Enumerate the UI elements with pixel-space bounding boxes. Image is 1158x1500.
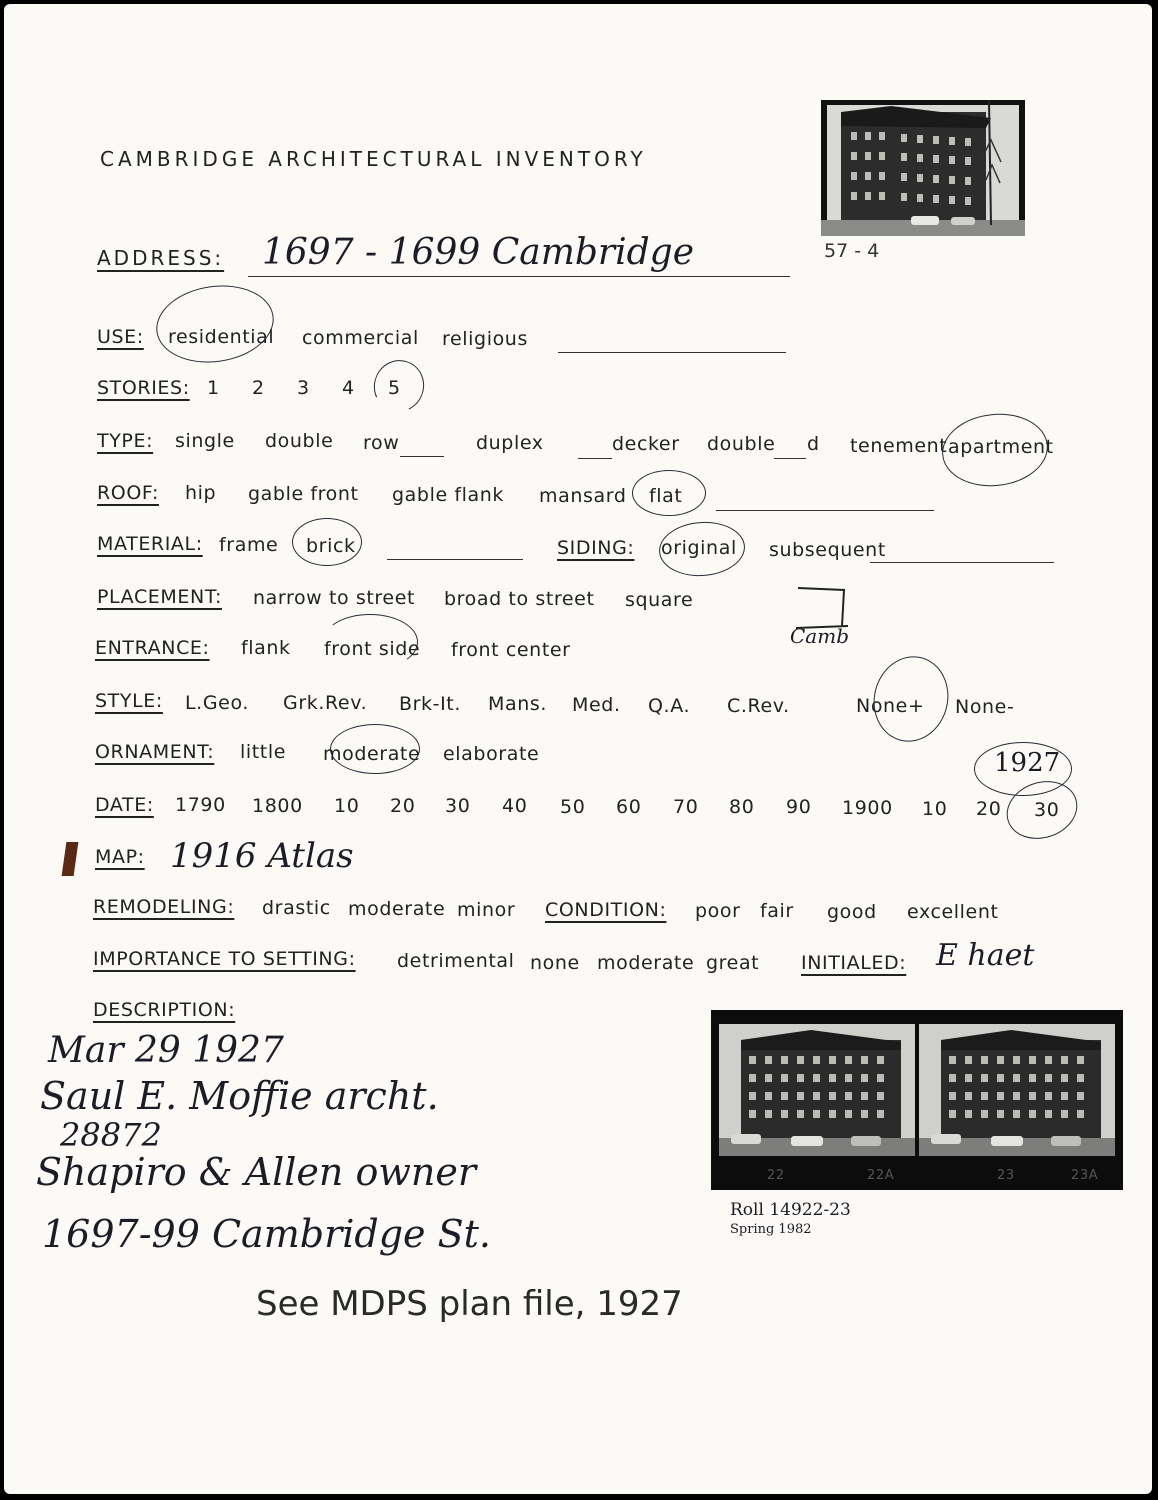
stories-option-5: 5 bbox=[388, 377, 401, 399]
date-option-80: 80 bbox=[729, 796, 755, 818]
ornament-label: ORNAMENT: bbox=[95, 741, 215, 763]
date-option-1800: 1800 bbox=[252, 795, 303, 817]
siding-label: SIDING: bbox=[557, 537, 635, 559]
condition-option-excellent: excellent bbox=[907, 901, 999, 923]
type-selection-circle bbox=[939, 409, 1052, 492]
type-option-double-decker: double bbox=[707, 433, 776, 455]
type-decker-line bbox=[578, 458, 612, 459]
placement-option-square: square bbox=[625, 589, 694, 611]
condition-option-poor: poor bbox=[695, 900, 741, 922]
frame-number-3: 23 bbox=[997, 1168, 1015, 1183]
frame-number-1: 22 bbox=[767, 1168, 785, 1183]
date-option-10: 10 bbox=[334, 795, 360, 817]
description-line-address: 1697-99 Cambridge St. bbox=[42, 1212, 491, 1256]
condition-option-fair: fair bbox=[760, 900, 794, 922]
type-option-d: d bbox=[807, 433, 820, 455]
style-option-none-minus: None- bbox=[955, 696, 1015, 718]
form-title: CAMBRIDGE ARCHITECTURAL INVENTORY bbox=[100, 147, 647, 171]
use-selection-circle bbox=[151, 278, 278, 370]
style-option-grkrev: Grk.Rev. bbox=[283, 692, 368, 714]
siding-other-line bbox=[870, 562, 1054, 563]
date-option-40: 40 bbox=[502, 795, 528, 817]
date-option-50: 50 bbox=[560, 796, 586, 818]
style-option-crev: C.Rev. bbox=[727, 695, 790, 717]
material-label: MATERIAL: bbox=[97, 533, 203, 555]
map-marker-icon bbox=[62, 842, 79, 876]
siding-option-subsequent: subsequent bbox=[769, 539, 886, 561]
entrance-option-flank: flank bbox=[241, 637, 291, 659]
siding-selection-circle bbox=[657, 519, 747, 579]
type-option-duplex: duplex bbox=[476, 432, 544, 454]
style-option-med: Med. bbox=[572, 694, 621, 716]
placement-option-broad: broad to street bbox=[444, 588, 595, 610]
building-photo-image bbox=[821, 100, 1025, 236]
importance-label: IMPORTANCE TO SETTING: bbox=[93, 948, 356, 970]
style-label: STYLE: bbox=[95, 690, 163, 712]
condition-label: CONDITION: bbox=[545, 899, 667, 921]
roof-other-line bbox=[716, 510, 934, 511]
description-label: DESCRIPTION: bbox=[93, 999, 236, 1021]
type-option-row: row bbox=[363, 432, 400, 454]
description-line-architect: Saul E. Moffie archt. bbox=[40, 1074, 439, 1118]
stories-option-2: 2 bbox=[252, 377, 265, 399]
date-option-30: 30 bbox=[445, 795, 471, 817]
date-label: DATE: bbox=[95, 794, 154, 816]
placement-label: PLACEMENT: bbox=[97, 586, 222, 608]
roof-option-flat: flat bbox=[649, 485, 683, 507]
type-option-apartment: apartment bbox=[948, 436, 1054, 458]
placement-sketch-note: Camb bbox=[790, 624, 849, 648]
placement-option-narrow: narrow to street bbox=[253, 587, 416, 609]
date-option-1900: 1900 bbox=[842, 797, 893, 819]
roof-option-gable-flank: gable flank bbox=[392, 484, 505, 506]
entrance-option-front-side: front side bbox=[324, 638, 421, 660]
address-label: ADDRESS: bbox=[97, 246, 225, 270]
use-other-line bbox=[558, 352, 786, 353]
roof-label: ROOF: bbox=[97, 482, 159, 504]
entrance-label: ENTRANCE: bbox=[95, 637, 210, 659]
address-value: 1697 - 1699 Cambridge bbox=[262, 232, 695, 273]
date-option-1790: 1790 bbox=[175, 794, 226, 816]
contact-sheet-image bbox=[711, 1010, 1123, 1190]
building-photo bbox=[821, 100, 1025, 236]
stories-option-3: 3 bbox=[297, 377, 310, 399]
remodeling-label: REMODELING: bbox=[93, 896, 235, 918]
use-option-residential: residential bbox=[168, 326, 275, 348]
roof-option-mansard: mansard bbox=[539, 485, 627, 507]
importance-option-none: none bbox=[530, 952, 580, 974]
frame-right bbox=[919, 1024, 1115, 1156]
importance-option-moderate: moderate bbox=[597, 952, 695, 974]
description-line-date: Mar 29 1927 bbox=[48, 1030, 284, 1071]
description-note: See MDPS plan file, 1927 bbox=[256, 1284, 683, 1324]
date-option-20: 20 bbox=[390, 795, 416, 817]
roll-note: Roll 14922-23 bbox=[730, 1200, 851, 1220]
ornament-option-elaborate: elaborate bbox=[443, 743, 540, 765]
style-option-none-plus: None+ bbox=[856, 695, 925, 717]
inventory-card bbox=[4, 4, 1152, 1494]
initialed-label: INITIALED: bbox=[801, 952, 907, 974]
remodeling-option-minor: minor bbox=[457, 899, 516, 921]
style-option-lgeo: L.Geo. bbox=[185, 692, 249, 714]
type-option-double: double bbox=[265, 430, 334, 452]
material-selection-circle bbox=[292, 518, 362, 566]
entrance-option-front-center: front center bbox=[451, 639, 571, 661]
material-option-frame: frame bbox=[219, 534, 279, 556]
stories-label: STORIES: bbox=[97, 377, 190, 399]
date-option-1930: 30 bbox=[1034, 799, 1060, 821]
entrance-selection-circle bbox=[322, 614, 421, 670]
map-label: MAP: bbox=[95, 846, 145, 868]
stories-option-1: 1 bbox=[207, 377, 220, 399]
material-option-brick: brick bbox=[306, 535, 356, 557]
use-label: USE: bbox=[97, 326, 144, 348]
use-option-religious: religious bbox=[442, 328, 528, 350]
initialed-value: E haet bbox=[936, 938, 1035, 973]
type-double-d-line bbox=[774, 458, 806, 459]
frame-number-4: 23A bbox=[1071, 1168, 1099, 1183]
date-option-1920: 20 bbox=[976, 798, 1002, 820]
description-line-owner: Shapiro & Allen owner bbox=[36, 1150, 476, 1194]
contact-sheet bbox=[711, 1010, 1123, 1190]
ornament-option-little: little bbox=[240, 741, 287, 763]
date-written-year: 1927 bbox=[994, 748, 1061, 778]
use-option-commercial: commercial bbox=[302, 327, 419, 349]
type-label: TYPE: bbox=[97, 430, 154, 452]
roof-option-gable-front: gable front bbox=[248, 483, 359, 505]
ornament-option-moderate: moderate bbox=[323, 743, 421, 765]
style-option-qa: Q.A. bbox=[648, 695, 691, 717]
style-option-brkit: Brk-It. bbox=[399, 693, 461, 715]
stories-option-4: 4 bbox=[342, 377, 355, 399]
roof-selection-circle bbox=[632, 470, 706, 516]
frame-left bbox=[719, 1024, 915, 1156]
type-option-tenement: tenement bbox=[850, 435, 948, 457]
address-line bbox=[248, 276, 790, 277]
stories-selection-circle bbox=[367, 353, 432, 419]
style-option-mans: Mans. bbox=[488, 693, 548, 715]
ornament-selection-circle bbox=[330, 724, 420, 774]
type-option-decker: decker bbox=[612, 433, 680, 455]
type-row-line bbox=[400, 456, 444, 457]
remodeling-option-drastic: drastic bbox=[262, 897, 331, 919]
date-option-70: 70 bbox=[673, 796, 699, 818]
remodeling-option-moderate: moderate bbox=[348, 898, 446, 920]
date-option-60: 60 bbox=[616, 796, 642, 818]
description-line-permit: 28872 bbox=[60, 1116, 162, 1154]
photo-code: 57 - 4 bbox=[824, 240, 880, 262]
style-selection-circle bbox=[865, 648, 958, 749]
map-value: 1916 Atlas bbox=[170, 836, 354, 876]
date-option-90: 90 bbox=[786, 796, 812, 818]
season-note: Spring 1982 bbox=[730, 1222, 812, 1237]
date-option-1910: 10 bbox=[922, 798, 948, 820]
material-other-line bbox=[387, 559, 523, 560]
frame-number-2: 22A bbox=[867, 1168, 895, 1183]
importance-option-great: great bbox=[706, 952, 760, 974]
type-option-single: single bbox=[175, 430, 235, 452]
importance-option-detrimental: detrimental bbox=[397, 950, 515, 972]
condition-option-good: good bbox=[827, 901, 877, 923]
siding-option-original: original bbox=[661, 537, 737, 559]
roof-option-hip: hip bbox=[185, 482, 217, 504]
